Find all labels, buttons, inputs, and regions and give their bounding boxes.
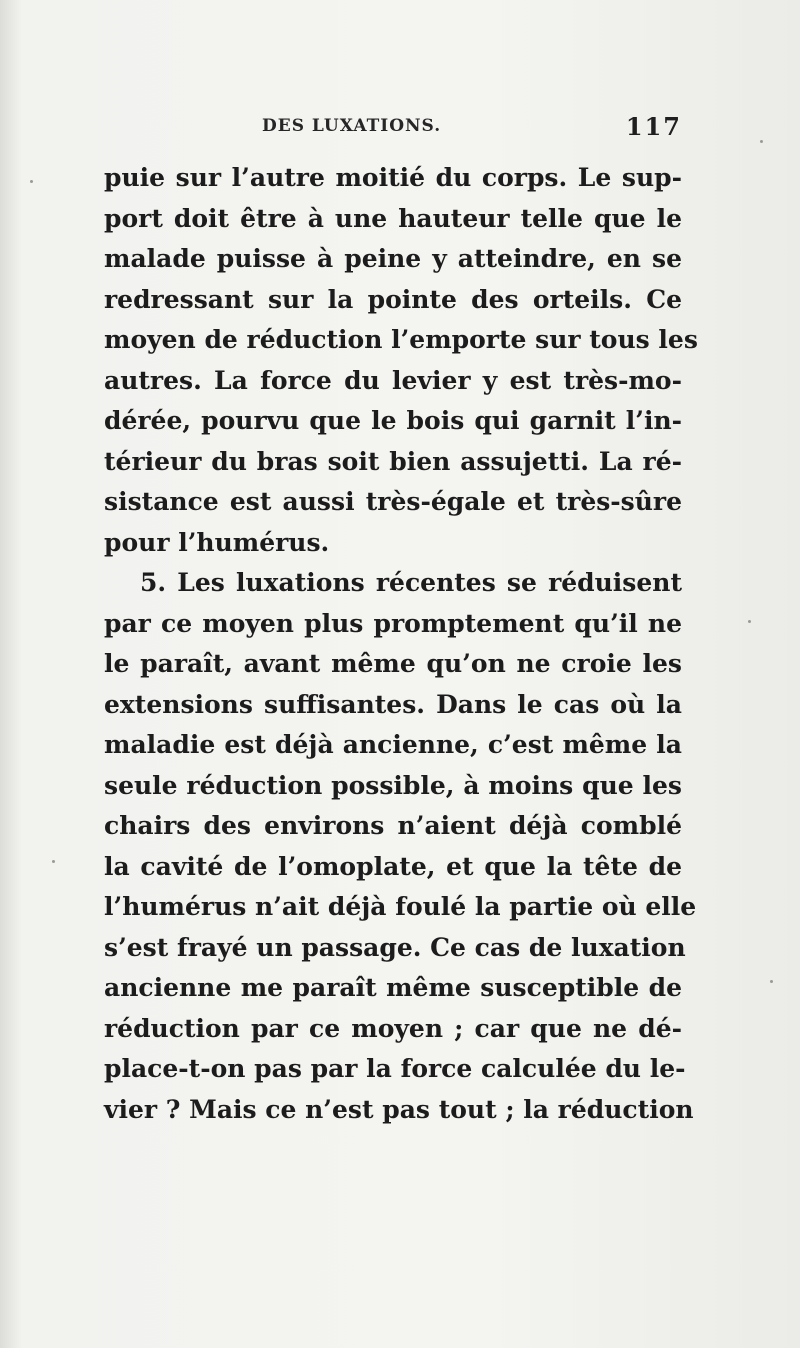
text-line: seule réduction possible, à moins que les <box>104 770 682 800</box>
text-line: réduction par ce moyen ; car que ne dé- <box>104 1013 682 1043</box>
paper-speck <box>52 860 55 863</box>
page-number: 117 <box>625 112 682 141</box>
text-line: extensions suffisantes. Dans le cas où la <box>104 689 682 719</box>
text-line: sistance est aussi très-égale et très-sûre <box>104 487 682 516</box>
text-line: port doit être à une hauteur telle que le <box>104 203 682 233</box>
text-line: malade puisse à peine y atteindre, en se <box>104 244 682 273</box>
text-line: dérée, pourvu que le bois qui garnit l’in- <box>104 406 682 435</box>
page-header <box>104 112 682 146</box>
text-line: ancienne me paraît même susceptible de <box>104 973 682 1002</box>
text-line: chairs des environs n’aient déjà comblé <box>104 811 682 840</box>
text-line: vier ? Mais ce n’est pas tout ; la réduction <box>104 1094 694 1124</box>
text-line: puie sur l’autre moitié du corps. Le sup- <box>104 163 682 192</box>
text-line: redressant sur la pointe des orteils. Ce <box>104 284 682 314</box>
paper-speck <box>30 180 33 183</box>
text-line: térieur du bras soit bien assujetti. La ré- <box>104 446 682 476</box>
paper-speck <box>748 620 751 623</box>
paragraph-start-line: 5. Les luxations récentes se réduisent <box>140 568 682 597</box>
text-line: maladie est déjà ancienne, c’est même la <box>104 730 682 759</box>
text-line: s’est frayé un passage. Ce cas de luxation <box>104 932 686 962</box>
running-title: DES LUXATIONS. <box>262 116 442 136</box>
text-line: moyen de réduction l’emporte sur tous les <box>104 325 698 354</box>
body-text <box>104 158 698 1130</box>
paper-speck <box>760 140 763 143</box>
paper-speck <box>770 980 773 983</box>
paragraph-end-line: pour l’humérus. <box>104 527 330 557</box>
text-line: place-t-on pas par la force calculée du le- <box>104 1054 686 1083</box>
text-line: l’humérus n’ait déjà foulé la partie où elle <box>104 892 697 921</box>
text-line: par ce moyen plus promptement qu’il ne <box>104 608 682 638</box>
text-line: autres. La force du levier y est très-mo- <box>104 365 682 395</box>
text-line: la cavité de l’omoplate, et que la tête de <box>104 851 682 881</box>
text-line: le paraît, avant même qu’on ne croie les <box>104 649 682 678</box>
